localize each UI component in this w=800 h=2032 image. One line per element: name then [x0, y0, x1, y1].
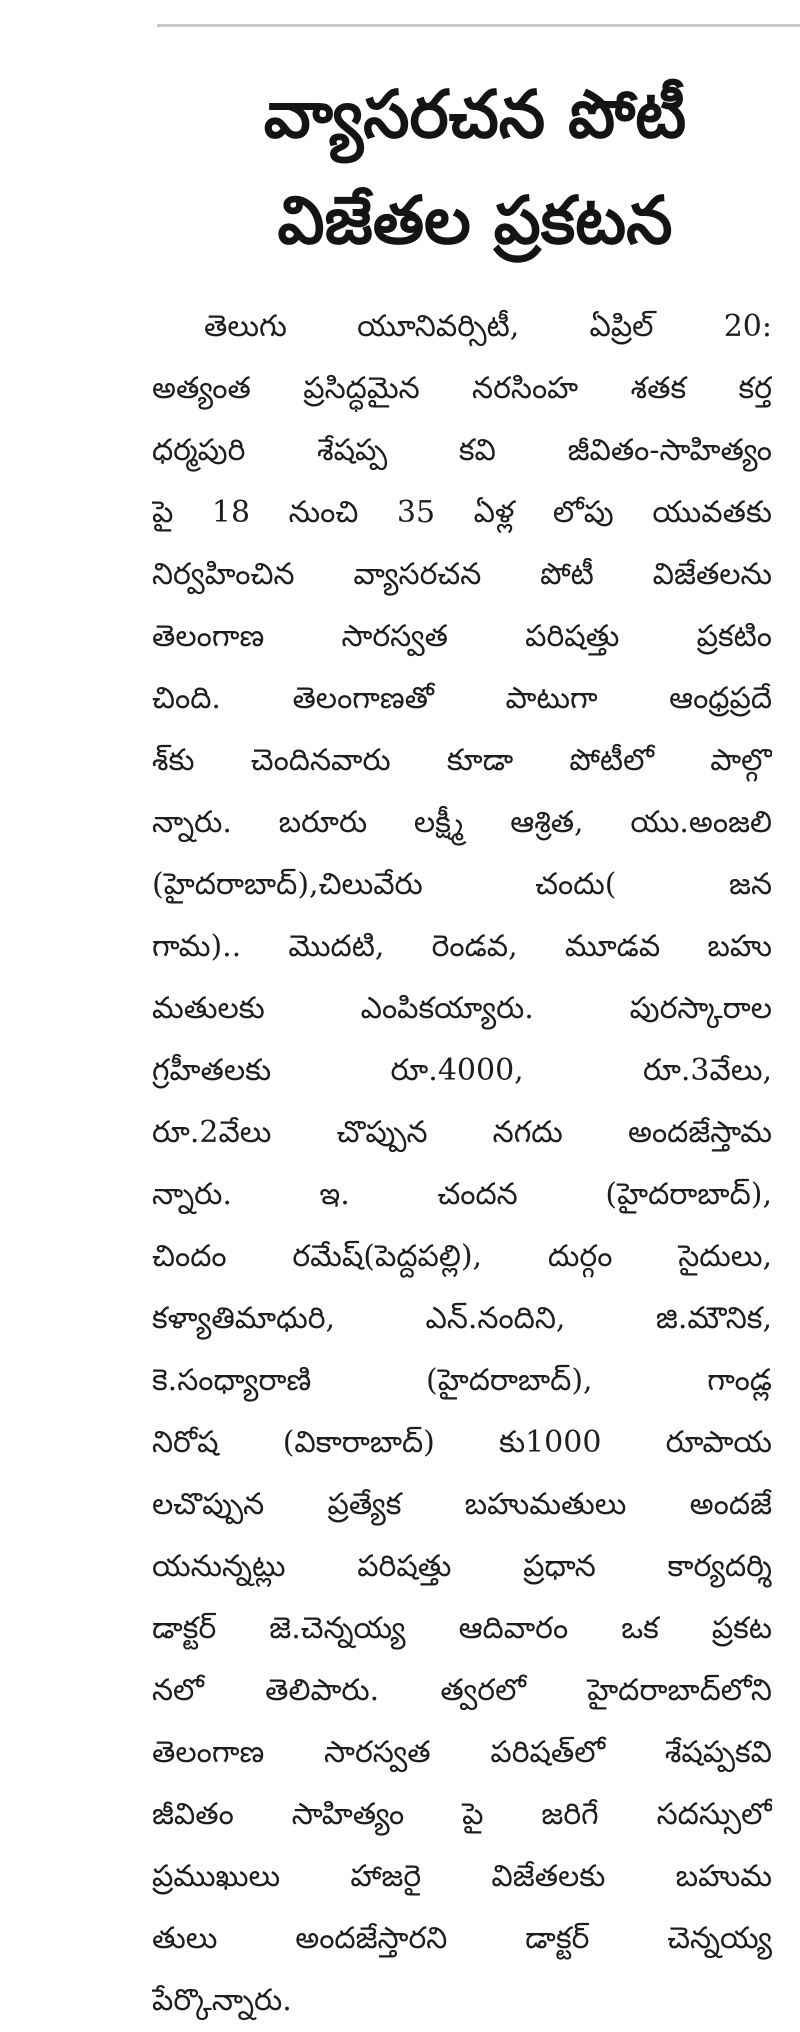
body-line: గ్రహీతలకు రూ.4000, రూ.3వేలు, [152, 1053, 772, 1088]
headline [150, 62, 800, 274]
body-line: చింది. తెలంగాణతో పాటుగా ఆంధ్రప్రదే [152, 681, 772, 716]
body-line: డాక్టర్ జె.చెన్నయ్య ఆదివారం ఒక ప్రకట [152, 1611, 772, 1646]
body-line: ధర్మపురి శేషప్ప కవి జీవితం-సాహిత్యం [152, 433, 772, 468]
body-line: అత్యంత ప్రసిద్ధమైన నరసింహ శతక కర్త [152, 371, 772, 406]
body-line: నిరోష (వికారాబాద్) కు1000 రూపాయ [152, 1425, 772, 1460]
body-line: యనున్నట్లు పరిషత్తు ప్రధాన కార్యదర్శి [152, 1549, 772, 1584]
body-line: గామ).. మొదటి, రెండవ, మూడవ బహు [152, 929, 772, 964]
body-line: తులు అందజేస్తారని డాక్టర్ చెన్నయ్య [152, 1921, 772, 1956]
headline-line-2: విజేతల ప్రకటన [277, 182, 673, 259]
body-line: న్నారు. ఇ. చందన (హైదరాబాద్), [152, 1177, 772, 1212]
body-line: నలో తెలిపారు. త్వరలో హైదరాబాద్‌లోని [152, 1673, 772, 1708]
body-line: తెలంగాణ సారస్వత పరిషత్తు ప్రకటిం [152, 619, 772, 654]
body-line: నిర్వహించిన వ్యాసరచన పోటీ విజేతలను [152, 557, 772, 592]
body-line: పై 18 నుంచి 35 ఏళ్ల లోపు యువతకు [152, 495, 772, 530]
headline-line-1: వ్యాసరచన పోటీ [263, 76, 687, 153]
body-line: తెలంగాణ సారస్వత పరిషత్‌లో శేషప్పకవి [152, 1735, 772, 1770]
body-line: లచొప్పున ప్రత్యేక బహుమతులు అందజే [152, 1487, 772, 1522]
body-line: న్నారు. బరూరు లక్ష్మీ ఆశ్రిత, యు.అంజలి [152, 805, 772, 840]
body-line: కె.సంధ్యారాణి (హైదరాబాద్), గాండ్ల [152, 1363, 772, 1398]
body-line: (హైదరాబాద్),చిలువేరు చందు( జన [152, 867, 772, 902]
body-line: చిందం రమేష్(పెద్దపల్లి), దుర్గం సైదులు, [152, 1239, 772, 1274]
article-body [152, 296, 772, 2032]
body-line: పేర్కొన్నారు. [152, 1983, 292, 2018]
body-line: జీవితం సాహిత్యం పై జరిగే సదస్సులో [152, 1797, 772, 1832]
body-line: కళ్యాతిమాధురి, ఎన్.నందిని, జి.మౌనిక, [152, 1301, 772, 1336]
body-line: రూ.2వేలు చొప్పున నగదు అందజేస్తామ [152, 1115, 772, 1150]
top-rule [157, 24, 800, 27]
body-line: శ్‌కు చెందినవారు కూడా పోటీలో పాల్గొ [152, 743, 772, 778]
body-line: మతులకు ఎంపికయ్యారు. పురస్కారాల [152, 991, 772, 1026]
body-line: తెలుగు యూనివర్సిటీ, ఏప్రిల్ 20: [204, 309, 772, 344]
body-line: ప్రముఖులు హాజరై విజేతలకు బహుమ [152, 1859, 772, 1894]
